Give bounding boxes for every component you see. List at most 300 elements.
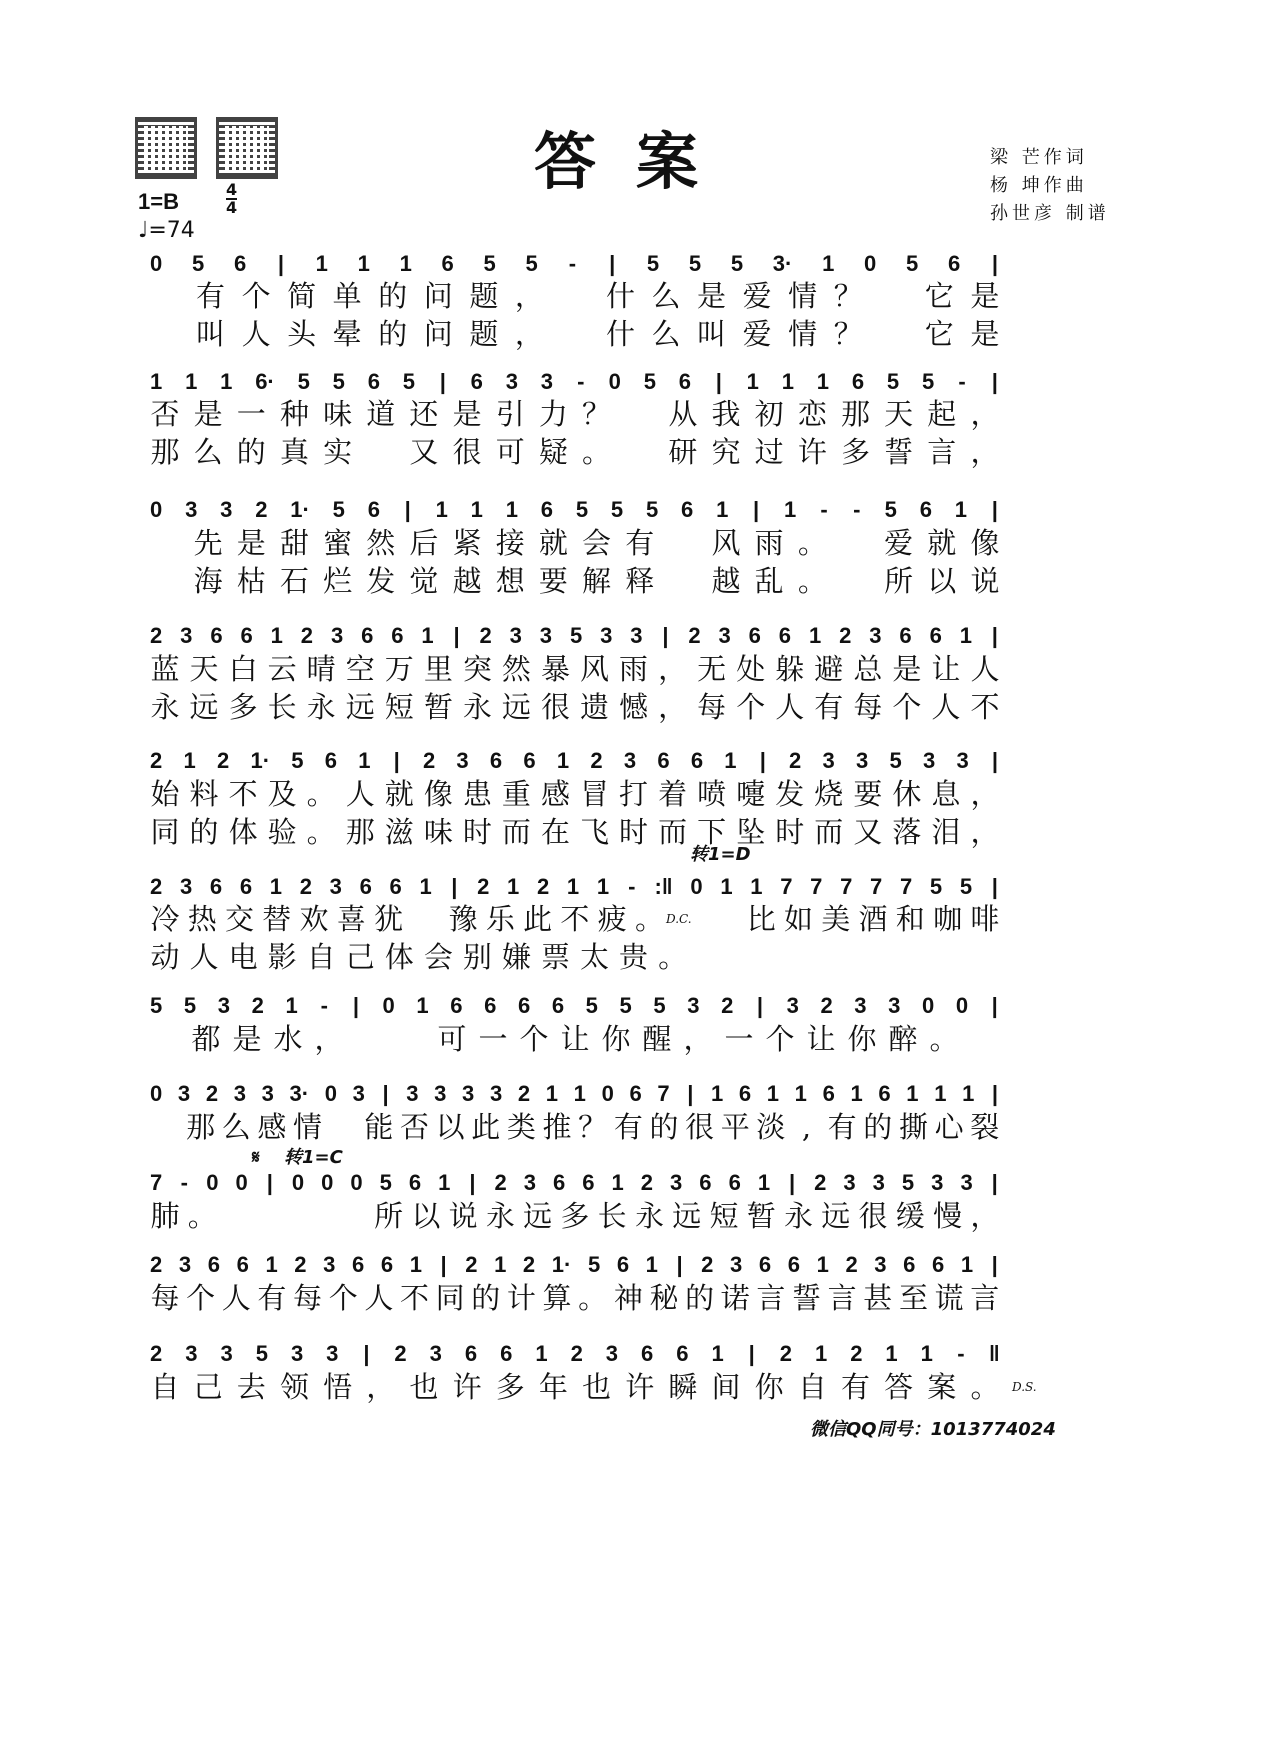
lyric-line: [150, 903, 1000, 935]
note: 1: [808, 623, 822, 648]
lyric-char: [892, 941, 922, 973]
note: 2: [820, 993, 833, 1018]
lyric-char: [150, 318, 180, 350]
note: 6: [947, 251, 961, 276]
lyric-char: 同: [435, 1281, 465, 1315]
note: 3: [220, 1341, 233, 1366]
note: 5: [402, 369, 415, 394]
lyric-char: 许: [452, 1370, 482, 1404]
lyric-char: 心: [934, 1110, 964, 1144]
lyric-char: 嫌: [501, 940, 531, 974]
note: 1: [566, 874, 580, 899]
lyric-char: 每: [150, 1281, 180, 1315]
lyric-line: [150, 941, 1000, 973]
note: 2: [845, 1252, 858, 1277]
lyric-char: 什: [605, 279, 635, 313]
note: 1: [711, 1341, 724, 1366]
lyric-char: 人: [345, 777, 375, 811]
lyric-char: ？: [582, 397, 612, 431]
lyric-char: 那: [150, 435, 180, 469]
note: -: [820, 497, 828, 522]
lyric-char: 会: [582, 526, 612, 560]
lyric-char: 在: [540, 815, 570, 849]
lyric-char: 时: [775, 815, 805, 849]
lyric-char: 多: [495, 1370, 525, 1404]
note: 5: [886, 369, 900, 394]
note: 1: [421, 623, 434, 648]
lyric-char: 万: [384, 652, 414, 686]
note: 1: [885, 1341, 898, 1366]
note: 1: [507, 874, 520, 899]
notation-line: [150, 1253, 1000, 1277]
lyric-char: 。: [634, 902, 664, 936]
lyric-char: 己: [193, 1370, 223, 1404]
lyric-char: 无: [697, 652, 727, 686]
lyric-char: 言: [970, 1281, 1000, 1315]
lyric-char: 说: [448, 1199, 478, 1233]
lyric-char: 重: [501, 777, 531, 811]
note: 1: [750, 874, 763, 899]
note: 3: [730, 1252, 743, 1277]
lyric-char: 都: [191, 1022, 221, 1056]
lyric-char: 简: [287, 279, 317, 313]
lyric-char: 个: [892, 690, 922, 724]
lyric-char: 风: [580, 652, 610, 686]
lyric-char: [853, 941, 883, 973]
lyric-char: 多: [560, 1199, 590, 1233]
lyric-char: 起: [927, 397, 957, 431]
lyric-char: 情: [788, 317, 818, 351]
lyric-char: 永: [150, 690, 180, 724]
lyric-char: 你: [847, 1022, 877, 1056]
lyric-char: 年: [538, 1370, 568, 1404]
note: 3: [623, 748, 637, 773]
lyric-char: 云: [267, 652, 297, 686]
note: 2: [300, 623, 314, 648]
lyric-char: 自: [306, 940, 336, 974]
lyric-char: 。: [306, 815, 336, 849]
lyric-char: 撕: [898, 1110, 928, 1144]
note: 1·: [250, 748, 271, 773]
lyric-char: 很: [540, 690, 570, 724]
lyric-char: 要: [538, 564, 568, 598]
lyric-char: 越: [452, 564, 482, 598]
note: 1: [505, 497, 518, 522]
lyric-char: 醉: [888, 1022, 918, 1056]
lyric-char: 永: [634, 1199, 664, 1233]
note: 3: [352, 1081, 365, 1106]
lyric-char: 。: [658, 940, 688, 974]
note: 2: [850, 1341, 863, 1366]
lyric-char: 酒: [858, 902, 888, 936]
lyric-char: 言: [827, 1281, 857, 1315]
key-signature: 1=B: [138, 189, 179, 214]
note: 6: [676, 1341, 689, 1366]
lyric-char: 。: [578, 1281, 608, 1315]
lyric-char: 的: [378, 279, 408, 313]
lyric-char: 替: [262, 902, 292, 936]
lyric-char: 有: [625, 526, 655, 560]
lyric-char: 人: [970, 652, 1000, 686]
lyric-char: 越: [711, 564, 741, 598]
lyric-char: ？: [833, 317, 863, 351]
lyric-char: 味: [323, 397, 353, 431]
lyric-char: 一: [724, 1022, 754, 1056]
lyric-char: 体: [228, 815, 258, 849]
barline: |: [382, 1081, 389, 1106]
lyric-line: [150, 280, 1000, 312]
note: 5: [569, 623, 583, 648]
note: 6: [878, 1081, 891, 1106]
lyric-char: 滋: [384, 815, 414, 849]
note: 1: [710, 1081, 724, 1106]
lyric-char: 遗: [580, 690, 610, 724]
lyric-char: 我: [711, 397, 741, 431]
lyric-char: 乱: [754, 564, 784, 598]
lyric-line: [150, 1371, 1000, 1403]
note: 1: [794, 1081, 807, 1106]
lyric-char: 缓: [895, 1199, 925, 1233]
lyric-char: 和: [895, 902, 925, 936]
note: 0: [955, 993, 969, 1018]
barline: |: [469, 1170, 476, 1195]
note: 1: [494, 1252, 507, 1277]
lyric-char: 水: [273, 1022, 303, 1056]
note: 6: [352, 1252, 365, 1277]
lyric-char: 里: [423, 652, 453, 686]
lyric-char: 远: [523, 1199, 553, 1233]
note: 6: [500, 1341, 513, 1366]
lyric-char: 处: [736, 652, 766, 686]
lyric-line: [150, 778, 1000, 810]
note: 6: [484, 993, 497, 1018]
lyric-char: 否: [399, 1110, 429, 1144]
song-title: 答案: [533, 125, 738, 198]
barline: |: [404, 497, 411, 522]
barline: |: [991, 1081, 999, 1106]
lyric-char: 息: [931, 777, 961, 811]
barline: |: [991, 748, 998, 773]
note: 6: [551, 993, 565, 1018]
note: 3: [177, 1081, 191, 1106]
lyric-char: 很: [858, 1199, 888, 1233]
lyric-char: 么: [193, 435, 223, 469]
lyric-char: 晕: [332, 317, 362, 351]
lyric-char: 个: [241, 279, 271, 313]
note: 3: [406, 1081, 419, 1106]
note: 1: [435, 497, 448, 522]
note: 6: [699, 1170, 712, 1195]
lyric-line: [150, 1023, 1000, 1055]
note: 1: [906, 1081, 919, 1106]
lyric-char: 言: [927, 435, 957, 469]
note: 5: [901, 1170, 915, 1195]
lyric-char: 远: [821, 1199, 851, 1233]
barline: |: [440, 1252, 447, 1277]
barline: |: [277, 251, 284, 276]
lyric-char: 爱: [742, 279, 772, 313]
note: 2: [479, 623, 492, 648]
lyric-char: 誓: [792, 1281, 822, 1315]
lyric-char: 它: [924, 279, 954, 313]
note: 5: [255, 1341, 268, 1366]
lyric-char: ，: [970, 1199, 1000, 1233]
lyric-char: 暴: [540, 652, 570, 686]
lyric-char: 不: [228, 777, 258, 811]
lyric-char: 过: [754, 435, 784, 469]
note: 1: [150, 369, 163, 394]
note: 3: [843, 1170, 856, 1195]
note: 6: [239, 874, 253, 899]
lyric-char: 是: [452, 397, 482, 431]
lyric-char: 算: [542, 1281, 572, 1315]
note: 5: [653, 993, 666, 1018]
lyric-line: [150, 691, 1000, 723]
note: 3: [922, 748, 936, 773]
lyric-char: 不: [399, 1281, 429, 1315]
lyric-char: [262, 1200, 292, 1232]
lyric-char: 是: [970, 279, 1000, 313]
note: 6: [236, 1252, 249, 1277]
lyric-char: [841, 565, 871, 597]
lyric-line: [150, 398, 1000, 430]
note: 5: [921, 369, 935, 394]
note: 0: [690, 874, 703, 899]
lyric-char: 动: [150, 940, 180, 974]
note: 1: [746, 369, 759, 394]
note: 3: [185, 497, 198, 522]
lyric-char: 么: [651, 317, 681, 351]
lyric-char: 么: [221, 1110, 251, 1144]
lyric-char: 就: [538, 526, 568, 560]
note: 6: [380, 1252, 394, 1277]
note: 6: [210, 623, 223, 648]
note: 2: [517, 1081, 531, 1106]
lyric-char: 短: [709, 1199, 739, 1233]
lyric-line: [150, 816, 1000, 848]
lyric-char: 蓝: [150, 652, 180, 686]
lyric-char: 个: [186, 1281, 216, 1315]
lyric-char: 恋: [797, 397, 827, 431]
lyric-char: 影: [267, 940, 297, 974]
barline: |: [363, 1341, 370, 1366]
note: 5: [929, 874, 943, 899]
lyric-char: 总: [853, 652, 883, 686]
lyric-char: 你: [754, 1370, 784, 1404]
lyric-char: 感: [540, 777, 570, 811]
note: 1: [766, 1081, 779, 1106]
lyric-char: 爱: [742, 317, 772, 351]
note: 5: [191, 251, 205, 276]
contact-footer: 微信QQ同号：1013774024: [810, 1419, 1056, 1440]
note: 0: [150, 1081, 163, 1106]
note: 7: [780, 874, 793, 899]
lyric-char: 泪: [931, 815, 961, 849]
note: 1: [573, 1081, 586, 1106]
lyric-char: 有: [827, 1110, 857, 1144]
barline: |: [439, 369, 446, 394]
note: 3: [217, 993, 230, 1018]
note: 1: [270, 623, 283, 648]
lyric-char: 有: [196, 279, 226, 313]
lyric-char: 瞬: [668, 1370, 698, 1404]
lyric-char: 案: [927, 1370, 957, 1404]
note: 6: [207, 1252, 220, 1277]
lyric-char: 味: [423, 815, 453, 849]
note: 2: [251, 993, 264, 1018]
barline: |: [662, 623, 669, 648]
lyricist-credit: 梁 芒作词: [990, 147, 1088, 168]
note: 7: [810, 874, 823, 899]
note: 6: [822, 1081, 835, 1106]
note: 3: [509, 623, 522, 648]
lyric-char: 甜: [279, 526, 309, 560]
time-signature: [226, 182, 237, 216]
lyric-char: 自: [150, 1370, 180, 1404]
lyric-char: ，: [366, 1370, 396, 1404]
lyric-char: 突: [462, 652, 492, 686]
note: 3: [179, 874, 193, 899]
note: 3: [180, 623, 193, 648]
lyric-char: 人: [775, 690, 805, 724]
lyric-char: 如: [784, 902, 814, 936]
note: 3: [956, 748, 969, 773]
lyric-char: 觉: [409, 564, 439, 598]
lyric-char: 道: [366, 397, 396, 431]
barline: |: [991, 369, 998, 394]
lyric-char: [814, 941, 844, 973]
note: 6: [441, 251, 454, 276]
lyric-char: ，: [970, 777, 1000, 811]
note: 3: [539, 623, 553, 648]
note: 2: [789, 748, 802, 773]
lyric-char: 每: [293, 1281, 323, 1315]
note: 3: [429, 1341, 442, 1366]
note: 0: [291, 1170, 305, 1195]
lyric-char: 许: [625, 1370, 655, 1404]
composer-credit: 杨 坤作曲: [990, 175, 1088, 196]
note: 3·: [772, 251, 793, 276]
lyric-char: 晴: [306, 652, 336, 686]
note: 1: [954, 497, 967, 522]
lyric-char: 从: [668, 397, 698, 431]
note: 5: [688, 251, 702, 276]
note: 7: [899, 874, 913, 899]
lyric-char: 叫: [196, 317, 226, 351]
lyric-char: ,: [801, 1110, 812, 1144]
note: 2: [839, 623, 852, 648]
lyric-char: 贵: [619, 940, 649, 974]
note: 1: [438, 1170, 451, 1195]
lyric-char: 豫: [448, 902, 478, 936]
note: 5: [643, 369, 656, 394]
lyric-char: 是: [236, 526, 266, 560]
lyric-char: 个: [736, 690, 766, 724]
barline: |: [393, 748, 400, 773]
note: 0: [601, 1081, 614, 1106]
note: 3: [456, 748, 469, 773]
arranger-credit: 孙世彦 制谱: [990, 203, 1110, 224]
lyric-char: 神: [613, 1281, 643, 1315]
lyric-char: 疑: [538, 435, 568, 469]
note: -: [577, 369, 585, 394]
note: 1: [183, 748, 196, 773]
note: 3·: [289, 1081, 310, 1106]
lyric-char: 石: [279, 564, 309, 598]
note: 2: [205, 1081, 219, 1106]
lyric-char: 单: [332, 279, 362, 313]
note: 3: [822, 748, 835, 773]
lyric-char: 而: [658, 815, 688, 849]
lyric-char: 诺: [720, 1281, 750, 1315]
lyric-char: 憾: [619, 690, 649, 724]
note: 1: [399, 251, 412, 276]
lyric-char: 感: [257, 1110, 287, 1144]
lyric-char: 引: [495, 397, 525, 431]
lyric-char: 醒: [642, 1022, 672, 1056]
note: 2: [536, 874, 550, 899]
note: 6: [787, 1252, 800, 1277]
lyric-char: [396, 1023, 426, 1055]
lyric-char: [560, 318, 590, 350]
note: 1: [959, 623, 972, 648]
lyric-line: [150, 1200, 1000, 1232]
lyric-char: [697, 941, 727, 973]
lyric-char: 而: [501, 815, 531, 849]
notation-line: [150, 994, 1000, 1018]
note: 0: [922, 993, 935, 1018]
lyric-char: [411, 903, 441, 935]
note: 1: [783, 497, 797, 522]
lyric-char: 所: [374, 1199, 404, 1233]
lyric-char: 个: [765, 1022, 795, 1056]
note: 3: [600, 623, 613, 648]
note: 5: [619, 993, 632, 1018]
note: 2: [422, 748, 436, 773]
note: 6: [903, 1252, 916, 1277]
note: 6: [919, 497, 932, 522]
note: 6: [582, 1170, 595, 1195]
lyric-char: 领: [279, 1370, 309, 1404]
note: 1: [545, 1081, 558, 1106]
lyric-char: 是: [232, 1022, 262, 1056]
lyric-char: 至: [898, 1281, 928, 1315]
note: 6: [932, 1252, 945, 1277]
note: 1: [358, 748, 371, 773]
lyric-char: 。: [306, 777, 336, 811]
lyric-char: 个: [328, 1281, 358, 1315]
note: 6: [728, 1170, 741, 1195]
lyric-char: 己: [345, 940, 375, 974]
lyric-char: 是: [970, 317, 1000, 351]
note: 1: [814, 1341, 828, 1366]
note: 3: [540, 369, 553, 394]
barline: |: [352, 993, 359, 1018]
lyric-char: 远: [345, 690, 375, 724]
note: 2: [394, 1341, 407, 1366]
lyric-char: 那: [186, 1110, 216, 1144]
note: 1: [265, 1252, 278, 1277]
lyric-char: ，: [970, 397, 1000, 431]
lyric-char: [879, 318, 909, 350]
lyric-char: 说: [970, 564, 1000, 598]
lyric-char: [879, 280, 909, 312]
lyric-char: [668, 527, 698, 559]
lyric-char: 裂: [970, 1110, 1000, 1144]
note: -: [958, 369, 966, 394]
note: 1: [822, 251, 835, 276]
lyric-char: 喜: [336, 902, 366, 936]
